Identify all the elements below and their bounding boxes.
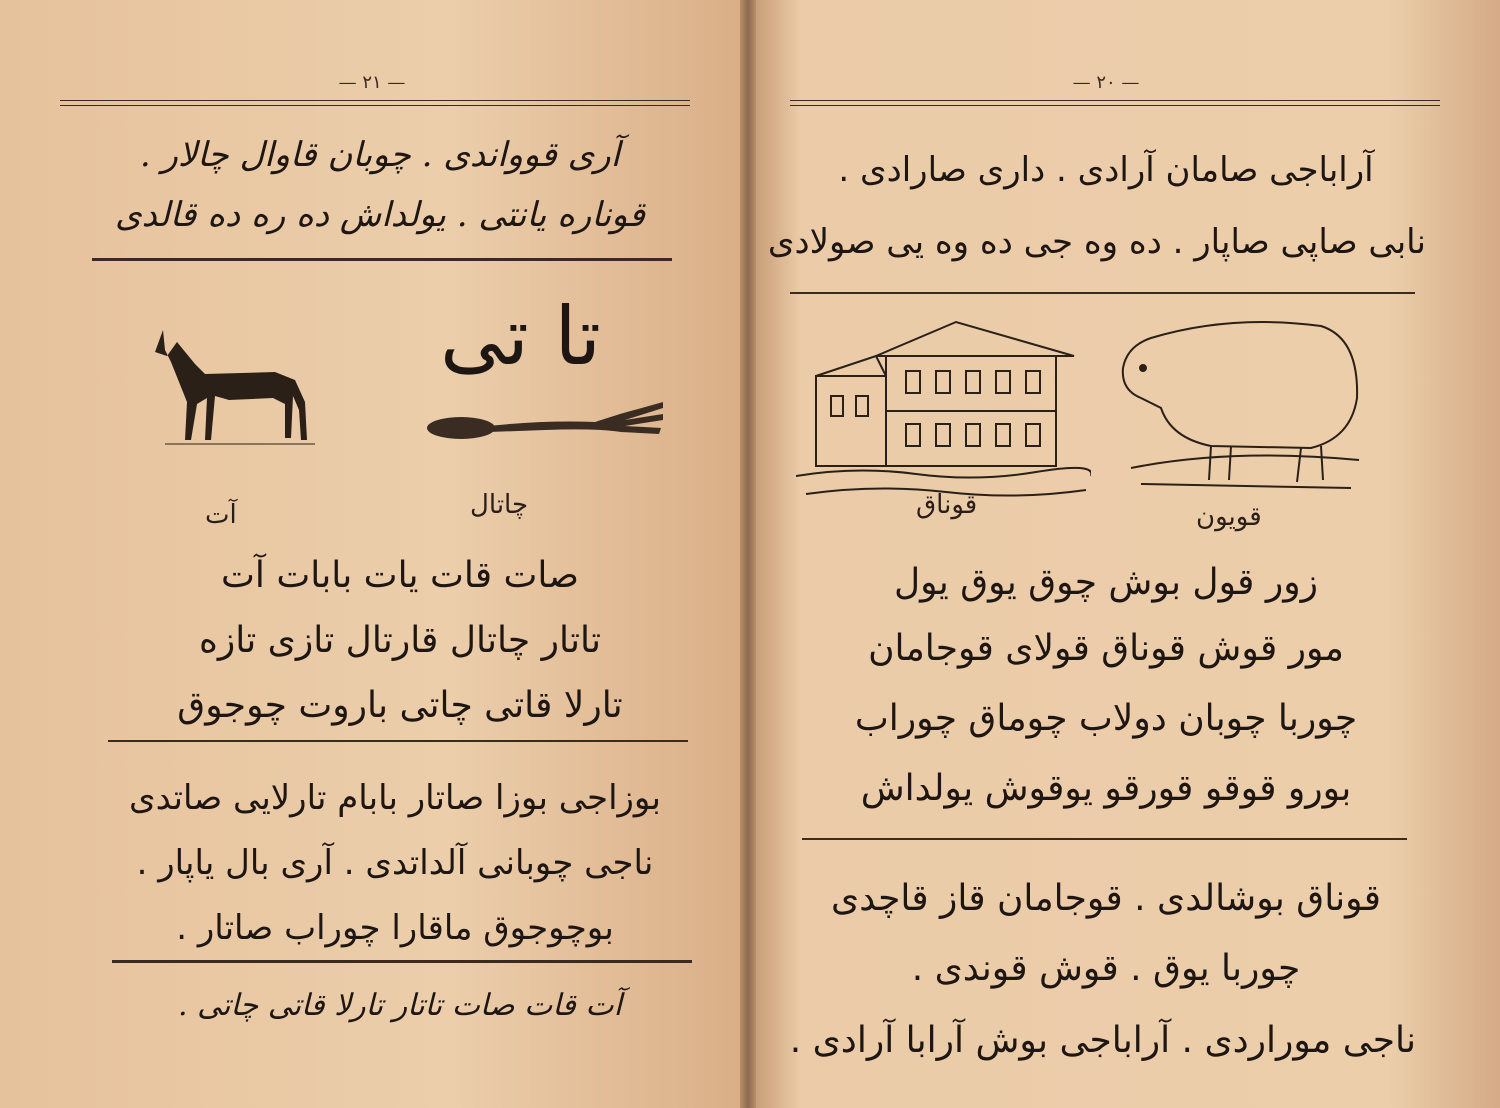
letter-heading: تا تی: [440, 290, 602, 383]
fork-caption: چاتال: [470, 490, 529, 520]
word-line: بورو قوقو قورقو یوقوش یولداش: [860, 768, 1352, 809]
word-line: تارلا قاتی چاتی باروت چوجوق: [177, 685, 623, 726]
word-line: چوربا چوبان دولاب چوماق چوراب: [854, 698, 1358, 739]
header-line: قوناره یانتی . یولداش ده ره ده قالدی: [115, 195, 645, 235]
house-caption: قوناق: [916, 490, 978, 520]
header-line: نابی صاپی صاپار . ده وه جی ده وه یی صولادی: [767, 222, 1426, 262]
sentence-line: ناجی موراردی . آراباجی بوش آرابا آرادی .: [789, 1020, 1416, 1061]
header-rule: [790, 100, 1440, 106]
word-line: مور قوش قوناق قولای قوجامان: [868, 628, 1344, 669]
section-rule: [92, 258, 672, 261]
book-gutter: [740, 0, 756, 1108]
footer-line: آت قات صات تاتار تارلا قاتی چاتی .: [178, 988, 622, 1023]
sheep-caption: قویون: [1196, 502, 1262, 532]
sentence-line: ناجی چوبانی آلداتدی . آری بال یاپار .: [136, 843, 654, 883]
house-illustration: [796, 316, 1091, 506]
header-line: آری قوواندی . چوبان قاوال چالار .: [139, 135, 621, 175]
section-rule: [790, 292, 1415, 294]
sentence-line: چوربا یوق . قوش قوندی .: [911, 948, 1301, 989]
section-rule: [802, 838, 1407, 840]
sentence-line: قوناق بوشالدی . قوجامان قاز قاچدی: [831, 878, 1381, 919]
page-number: — ٢١ —: [338, 72, 406, 93]
fork-illustration: [425, 398, 665, 443]
word-line: تاتار چاتال قارتال تازی تازه: [199, 620, 601, 661]
sentence-line: بوچوجوق ماقارا چوراب صاتار .: [176, 908, 614, 948]
section-rule: [108, 740, 688, 742]
page-number: — ٢٠ —: [1072, 72, 1140, 93]
right-page: [756, 0, 1500, 1108]
section-rule: [112, 960, 692, 963]
header-line: آراباجی صامان آرادی . داری صارادی .: [838, 150, 1374, 190]
header-rule: [60, 100, 690, 106]
horse-illustration: [145, 312, 320, 452]
left-page: [0, 0, 748, 1108]
sheep-illustration: [1111, 318, 1361, 493]
word-line: صات قات یات بابات آت: [221, 555, 579, 596]
sentence-line: بوزاجی بوزا صاتار بابام تارلایی صاتدی: [129, 778, 661, 818]
horse-caption: آت: [205, 500, 237, 530]
word-line: زور قول بوش چوق یوق یول: [893, 562, 1318, 603]
